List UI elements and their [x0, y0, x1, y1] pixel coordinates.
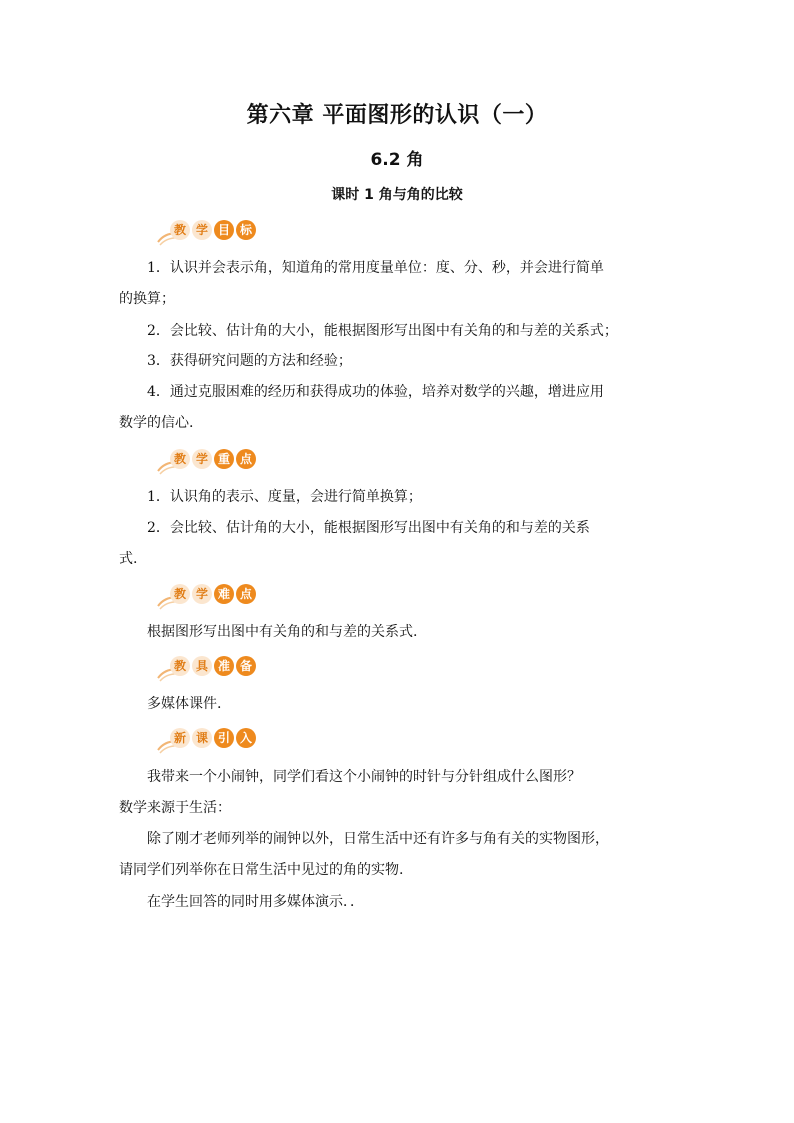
section-title: 6.2 角 — [370, 150, 424, 170]
heading-char: 教 — [170, 584, 190, 604]
heading-char: 课 — [192, 728, 212, 748]
heading-char: 教 — [170, 220, 190, 240]
heading-char: 新 — [170, 728, 190, 748]
heading-char: 点 — [236, 584, 256, 604]
objective-line: 2．会比较、估计角的大小，能根据图形写出图中有关角的和与差的关系式； — [147, 323, 618, 339]
objective-line: 3．获得研究问题的方法和经验； — [147, 353, 352, 369]
heading-char: 难 — [214, 584, 234, 604]
heading-char: 重 — [214, 449, 234, 469]
heading-char: 学 — [192, 449, 212, 469]
heading-char: 教 — [170, 449, 190, 469]
introduction-line: 除了刚才老师列举的闹钟以外，日常生活中还有许多与角有关的实物图形， — [147, 831, 609, 847]
heading-char: 入 — [236, 728, 256, 748]
materials-line: 多媒体课件. — [147, 696, 222, 712]
heading-objectives — [156, 220, 266, 246]
key-point-line: 1．认识角的表示、度量，会进行简单换算； — [147, 489, 422, 505]
heading-char: 备 — [236, 656, 256, 676]
lesson-title: 课时 1 角与角的比较 — [331, 187, 463, 203]
objective-line: 4．通过克服困难的经历和获得成功的体验，培养对数学的兴趣，增进应用 — [147, 384, 604, 400]
objective-line: 1．认识并会表示角，知道角的常用度量单位：度、分、秒，并会进行简单 — [147, 260, 604, 276]
objective-line: 数学的信心. — [119, 415, 194, 431]
heading-char: 目 — [214, 220, 234, 240]
introduction-line: 请同学们列举你在日常生活中见过的角的实物. — [119, 862, 404, 878]
heading-char: 准 — [214, 656, 234, 676]
heading-char: 引 — [214, 728, 234, 748]
chapter-title: 第六章 平面图形的认识（一） — [246, 103, 548, 128]
heading-introduction — [156, 728, 266, 754]
introduction-line: 数学来源于生活： — [119, 800, 231, 816]
difficulty-line: 根据图形写出图中有关角的和与差的关系式. — [147, 624, 418, 640]
key-point-line: 式. — [119, 551, 138, 567]
heading-char: 标 — [236, 220, 256, 240]
introduction-line: 我带来一个小闹钟，同学们看这个小闹钟的时针与分针组成什么图形？ — [147, 769, 581, 785]
objective-line: 的换算； — [119, 291, 175, 307]
key-point-line: 2．会比较、估计角的大小，能根据图形写出图中有关角的和与差的关系 — [147, 520, 590, 536]
heading-char: 点 — [236, 449, 256, 469]
heading-char: 教 — [170, 656, 190, 676]
heading-key-points — [156, 449, 266, 475]
heading-char: 学 — [192, 584, 212, 604]
heading-char: 具 — [192, 656, 212, 676]
introduction-line: 在学生回答的同时用多媒体演示．． — [147, 894, 364, 910]
heading-materials — [156, 656, 266, 682]
heading-difficulties — [156, 584, 266, 610]
heading-char: 学 — [192, 220, 212, 240]
